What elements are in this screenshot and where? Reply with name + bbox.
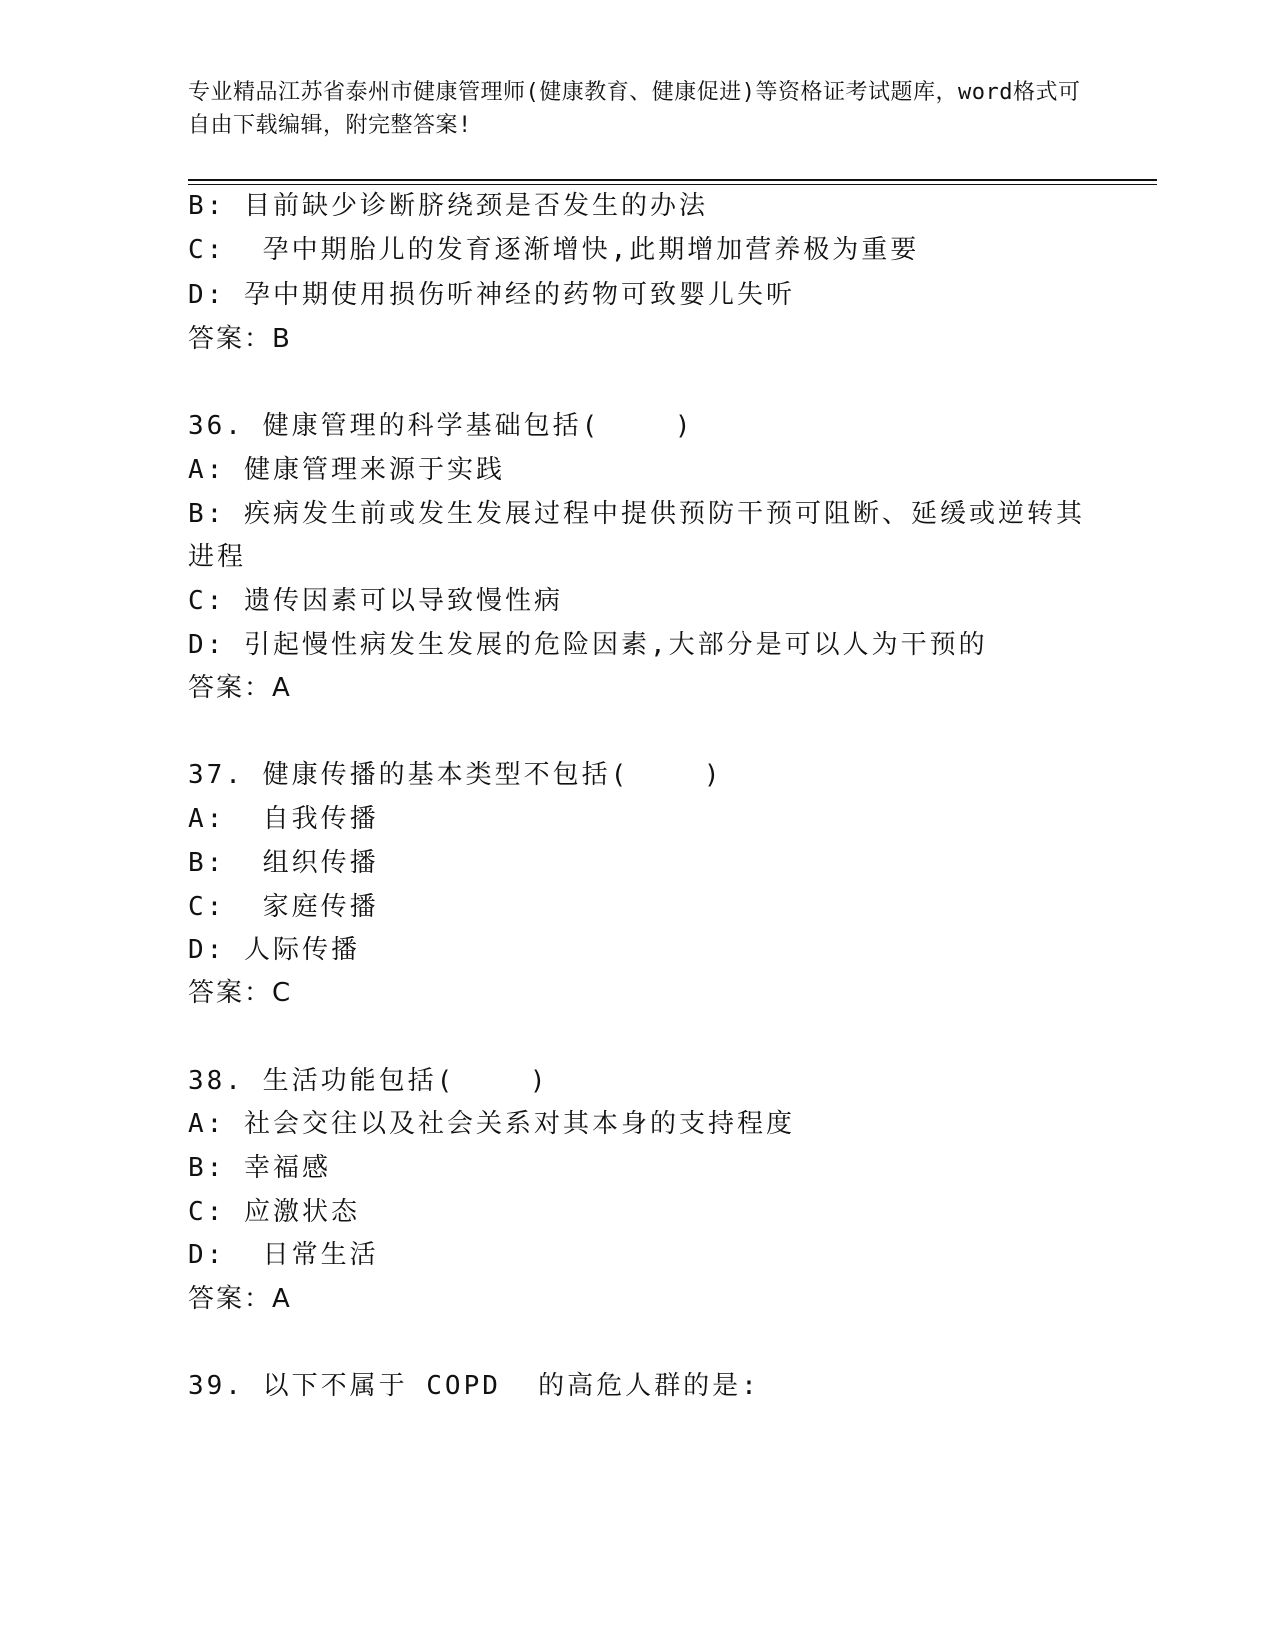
option-b: B: 组织传播: [188, 848, 379, 878]
option-a: A: 自我传播: [188, 804, 379, 834]
option-d: D: 引起慢性病发生发展的危险因素,大部分是可以人为干预的: [188, 630, 988, 660]
page-header: 专业精品江苏省泰州市健康管理师(健康教育、健康促进)等资格证考试题库，word格式可自由下载编辑，附完整答案!: [188, 80, 1081, 138]
question-stem: 39. 以下不属于 COPD 的高危人群的是:: [188, 1371, 760, 1401]
option-b: B: 疾病发生前或发生发展过程中提供预防干预可阻断、延缓或逆转其: [188, 499, 1085, 529]
answer-line: 答案：A: [188, 673, 292, 703]
option-a: A: 健康管理来源于实践: [188, 455, 505, 485]
option-a: A: 社会交往以及社会关系对其本身的支持程度: [188, 1109, 795, 1139]
option-c: C: 遗传因素可以导致慢性病: [188, 586, 563, 616]
question-stem: 37. 健康传播的基本类型不包括( ): [188, 760, 723, 790]
option-c: C: 孕中期胎儿的发育逐渐增快,此期增加营养极为重要: [188, 235, 920, 265]
option-b: B: 幸福感: [188, 1153, 331, 1183]
header-rule-thin: [188, 184, 1157, 185]
option-d: D: 日常生活: [188, 1240, 379, 1270]
answer-line: 答案：A: [188, 1284, 292, 1314]
option-d: D: 孕中期使用损伤听神经的药物可致婴儿失听: [188, 280, 795, 310]
answer-line: 答案：C: [188, 978, 293, 1008]
question-stem: 36. 健康管理的科学基础包括( ): [188, 411, 694, 441]
option-c: C: 家庭传播: [188, 892, 379, 922]
header-rule-thick: [188, 179, 1157, 181]
answer-line: 答案：B: [188, 324, 292, 354]
question-stem: 38. 生活功能包括( ): [188, 1066, 549, 1096]
option-c: C: 应激状态: [188, 1197, 360, 1227]
option-b: B: 目前缺少诊断脐绕颈是否发生的办法: [188, 191, 708, 221]
option-d: D: 人际传播: [188, 935, 360, 965]
option-b-continuation: 进程: [188, 542, 247, 572]
